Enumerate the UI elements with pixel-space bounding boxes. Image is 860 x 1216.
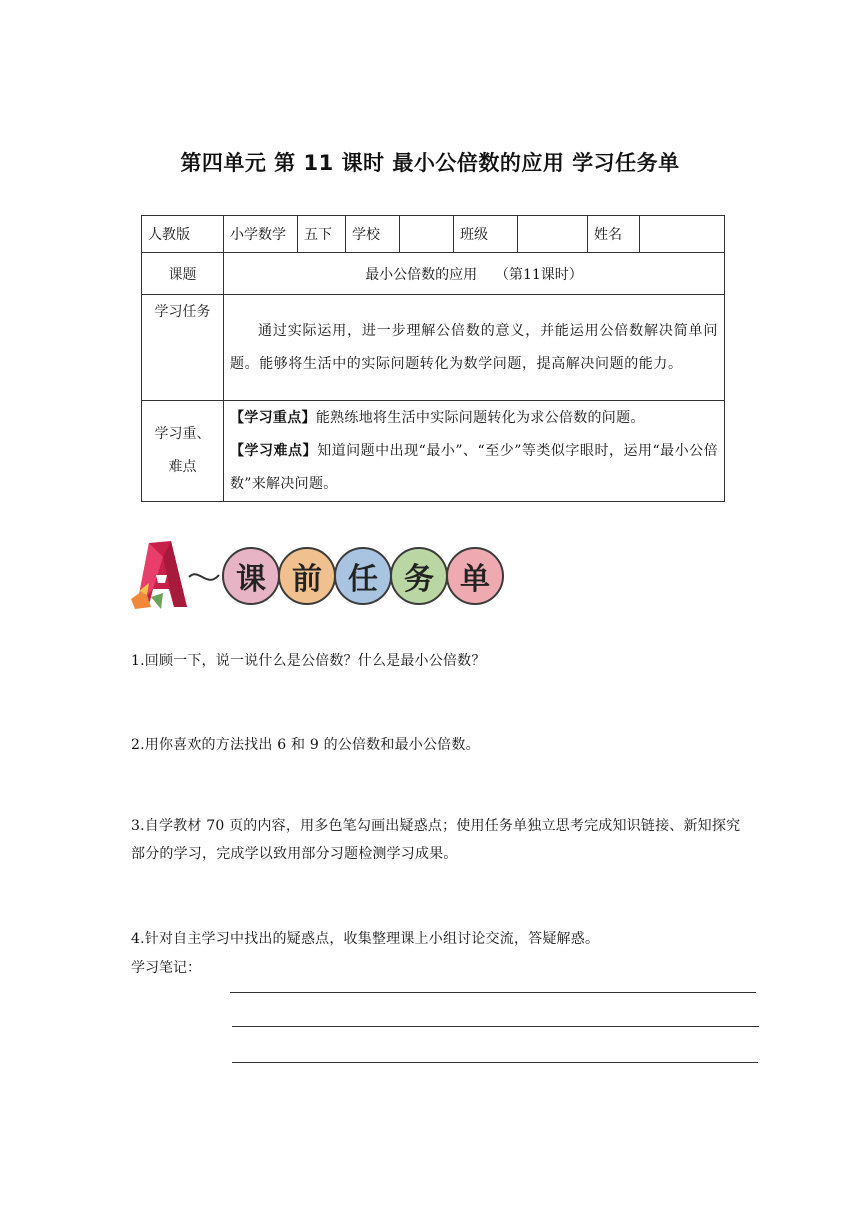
info-row-header (142, 216, 725, 253)
class-label: 班级 (454, 216, 518, 253)
key-point (230, 402, 718, 435)
banner-char-5: 单 (446, 547, 504, 605)
page-title: 第四单元 第 11 课时 最小公倍数的应用 学习任务单 (180, 151, 680, 175)
note-line-3[interactable] (232, 1062, 758, 1063)
question-4: 4.针对自主学习中找出的疑惑点，收集整理课上小组讨论交流，答疑解惑。 (131, 931, 600, 947)
info-table (141, 215, 725, 502)
school-label: 学校 (346, 216, 400, 253)
topic-value: 最小公倍数的应用 （第11课时） (224, 253, 725, 295)
question-1: 1.回顾一下，说一说什么是公倍数？什么是最小公倍数？ (131, 653, 486, 669)
note-line-1[interactable] (230, 992, 756, 993)
grade-cell: 五下 (298, 216, 346, 253)
focus-cell (224, 401, 725, 502)
question-3: 3.自学教材 70 页的内容，用多色笔勾画出疑惑点；使用任务单独立思考完成知识链接、新知探究部分的学习，完成学以致用部分习题检测学习成果。 (131, 818, 741, 862)
key-point-text: 能熟练地将生活中实际问题转化为求公倍数的问题。 (315, 409, 645, 426)
task-cell (224, 295, 725, 401)
banner-char-1: 课 (222, 547, 280, 605)
notes-label: 学习笔记： (131, 960, 201, 976)
question-2: 2.用你喜欢的方法找出 6 和 9 的公倍数和最小公倍数。 (131, 737, 480, 753)
difficulty-tag: 【学习难点】 (230, 442, 318, 459)
banner-char-3: 任 (334, 547, 392, 605)
topic-label: 课题 (142, 253, 224, 295)
note-line-2[interactable] (232, 1026, 759, 1027)
banner-char-4: 务 (390, 547, 448, 605)
info-row-topic (142, 253, 725, 295)
key-point-tag: 【学习重点】 (230, 409, 316, 426)
task-text: 通过实际运用，进一步理解公倍数的意义，并能运用公倍数解决简单问题。能够将生活中的实际问题转化为数学问题，提高解决问题的能力。 (230, 322, 718, 372)
focus-label-line2: 难点 (168, 459, 197, 475)
focus-label-line1: 学习重、 (154, 426, 211, 442)
name-field[interactable] (640, 216, 725, 253)
school-field[interactable] (400, 216, 454, 253)
difficulty-point (230, 435, 718, 501)
pre-class-task-banner (222, 547, 502, 605)
edition-cell: 人教版 (142, 216, 224, 253)
class-field[interactable] (518, 216, 588, 253)
focus-label (142, 401, 224, 502)
info-row-task (142, 295, 725, 401)
difficulty-text: 知道问题中出现“最小”、“至少”等类似字眼时，运用“最小公倍数”来解决问题。 (230, 442, 718, 492)
banner-char-2: 前 (278, 547, 336, 605)
name-label: 姓名 (588, 216, 640, 253)
task-label: 学习任务 (142, 295, 224, 401)
subject-cell: 小学数学 (224, 216, 298, 253)
info-row-focus (142, 401, 725, 502)
